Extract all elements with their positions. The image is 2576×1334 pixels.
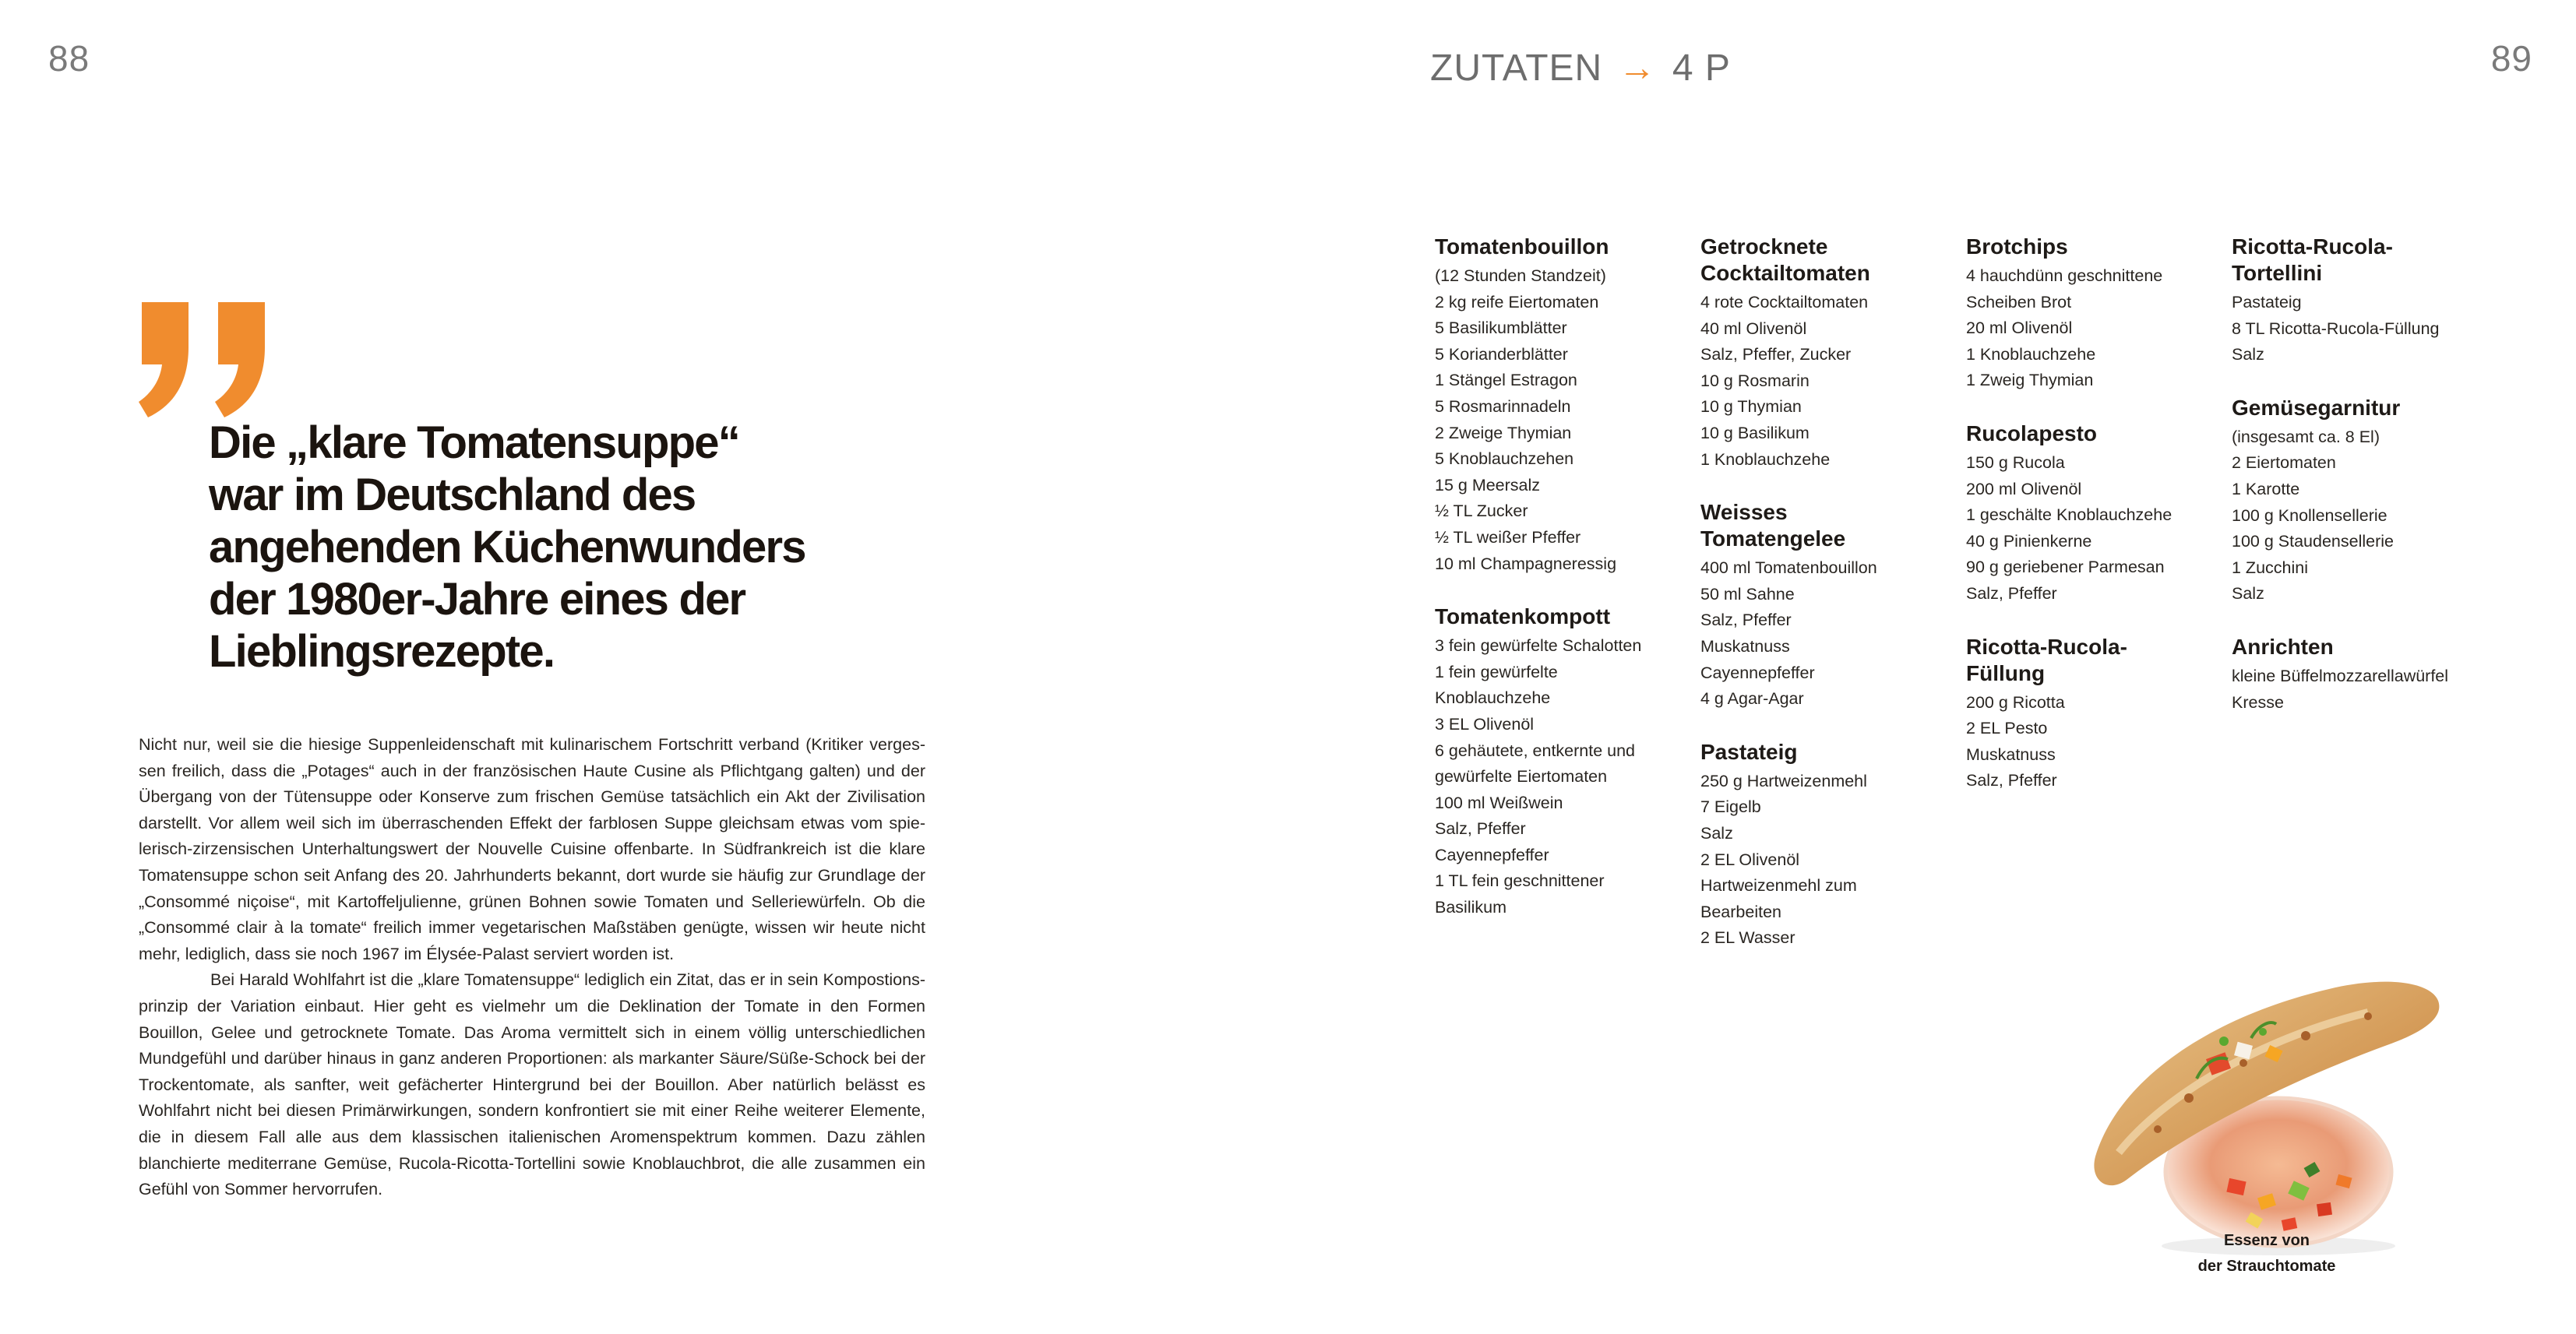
ingredient-item: 15 g Meersalz xyxy=(1435,475,1541,495)
ingredient-section xyxy=(1966,421,2223,607)
ingredient-item: 2 Eiertomaten xyxy=(2232,453,2336,473)
ingredient-item: 50 ml Sahne xyxy=(1700,584,1795,604)
body-paragraph-1: Nicht nur, weil sie die hiesige Suppenleidenschaft mit kulinarischem Fortschritt verband (Kritiker vergessen freilich, dass die „Potages“ auch in der französischen Haute Cusine als Pflichtgang galten) und der Übergang von der Tütensuppe oder Konserve zum frischen Gemüse tatsächlich ein Akt der Zivilisation darstellt. Vor allem weil sich im überraschenden Effekt der farblosen Suppe gleichsam etwas vom spielerisch-zirzensischen Unterhaltungswert der Nouvelle Cuisine offenbarte. In Südfrankreich ist die klare Tomatensuppe schon seit Anfang des 20. Jahrhunderts bekannt, dort wurde sie häufig zur Grundlage der „Consommé niçoise“, mit Kartoffeljulienne, grünen Bohnen sowie Tomaten und Selleriewürfeln. Ob die „Consommé clair à la tomate“ freilich immer vegetarischen Maßstäben genügte, wissen wir heute nicht mehr, lediglich, dass sie noch 1967 im Élysée-Palast serviert worden ist. xyxy=(139,735,925,963)
ingredient-item: Muskatnuss xyxy=(1966,744,2056,764)
ingredient-item: 5 Knoblauchzehen xyxy=(1435,449,1574,469)
photo-caption xyxy=(2150,1228,2384,1279)
ingredient-item: 10 g Basilikum xyxy=(1700,423,1810,442)
page-number-right: 89 xyxy=(2490,38,2532,79)
ingredient-item: Salz, Pfeffer xyxy=(1700,611,1792,630)
ingredient-list xyxy=(1435,263,1692,577)
section-title: Brotchips xyxy=(1966,234,2068,259)
ingredient-item: 5 Basilikumblätter xyxy=(1435,319,1567,338)
ingredient-list xyxy=(1966,263,2223,394)
pull-quote xyxy=(209,417,910,678)
pull-quote-line: war im Deutschland des xyxy=(209,470,696,520)
ingredient-item: 4 rote Cocktailtomaten xyxy=(1700,293,1869,312)
ingredient-item: 400 ml Tomatenbouillon xyxy=(1700,558,1877,578)
ingredient-item: 2 EL Pesto xyxy=(1966,719,2048,738)
portions-label: 4 P xyxy=(1672,48,1731,89)
ingredient-item: 4 hauchdünn geschnittene xyxy=(1966,266,2163,285)
ingredient-item: 150 g Rucola xyxy=(1966,452,2065,472)
ingredient-item: 2 EL Wasser xyxy=(1700,928,1795,948)
ingredient-item: 8 TL Ricotta-Rucola-Füllung xyxy=(2232,319,2440,338)
ingredient-list xyxy=(2232,663,2489,716)
ingredient-item: Cayennepfeffer xyxy=(1700,663,1815,682)
ingredient-item: 1 Zweig Thymian xyxy=(1966,371,2094,390)
body-paragraph-2: Bei Harald Wohlfahrt ist die „klare Tomatensuppe“ lediglich ein Zitat, das er in sein Kompostionsprinzip der Variation einbaut. Hier geht es vielmehr um die Deklination der Tomate in den Formen Bouillon, Gelee und getrocknete Tomate. Das Aroma vermittelt sich in einem völlig unterschiedlichen Mundgefühl und darüber hinaus in ganz anderen Proportionen: als markanter Säure/Süße-Schock bei der Trockentomate, als sanfter, weit gefächerter Hintergrund bei der Bouillon. Aber natürlich belässt es Wohlfahrt nicht bei diesen Primärwirkungen, sondern konfrontiert sie mit einer Reihe weiterer Elemente, die in diesem Fall alle aus dem klassischen italienischen Aromenspektrum kommen. Dazu zählen blanchierte mediterrane Gemüse, Rucola-Ricotta-Tortellini sowie Knoblauchbrot, die alle zusammen ein Gefühl von Sommer hervorrufen. xyxy=(139,970,925,1199)
ingredient-item: 200 g Ricotta xyxy=(1966,692,2065,712)
ingredients-column-2 xyxy=(1700,234,1958,978)
ingredients-label: ZUTATEN xyxy=(1430,48,1603,89)
ingredient-item: 20 ml Olivenöl xyxy=(1966,319,2073,338)
ingredient-item: 10 g Rosmarin xyxy=(1700,371,1810,390)
ingredient-item: 100 g Knollensellerie xyxy=(2232,505,2387,525)
pull-quote-line: Die „klare Tomatensuppe“ xyxy=(209,417,739,468)
section-title: Pastateig xyxy=(1700,739,1798,764)
ingredients-column-4 xyxy=(2232,234,2489,742)
ingredient-item: 40 g Pinienkerne xyxy=(1966,531,2092,551)
ingredient-item: Basilikum xyxy=(1435,898,1506,917)
ingredient-item: Muskatnuss xyxy=(1700,636,1790,656)
ingredient-item: 1 TL fein geschnittener xyxy=(1435,871,1605,891)
section-title: Ricotta-Rucola-Füllung xyxy=(1966,634,2127,685)
ingredient-list xyxy=(1966,690,2223,794)
article-body xyxy=(139,732,925,1203)
section-title: Gemüsegarnitur xyxy=(2232,395,2401,420)
quotation-mark-icon xyxy=(134,302,274,417)
section-title: Anrichten xyxy=(2232,634,2334,659)
ingredient-list xyxy=(2232,424,2489,607)
ingredient-item: Bearbeiten xyxy=(1700,902,1781,921)
ingredient-item: 1 Karotte xyxy=(2232,479,2300,498)
ingredient-item: Salz, Pfeffer xyxy=(1966,771,2057,790)
ingredient-section xyxy=(1435,234,1692,577)
ingredient-item: 3 fein gewürfelte Schalotten xyxy=(1435,636,1642,656)
ingredient-item: 2 Zweige Thymian xyxy=(1435,423,1572,442)
ingredient-item: Cayennepfeffer xyxy=(1435,845,1549,864)
ingredient-item: (insgesamt ca. 8 El) xyxy=(2232,427,2380,446)
ingredient-section xyxy=(1966,634,2223,794)
ingredients-column-3 xyxy=(1966,234,2223,821)
section-title: Rucolapesto xyxy=(1966,421,2098,445)
page-number-left: 88 xyxy=(48,38,90,79)
ingredient-list xyxy=(1966,450,2223,607)
ingredient-section xyxy=(2232,634,2489,716)
ingredient-item: ½ TL Zucker xyxy=(1435,502,1528,521)
ingredient-list xyxy=(1700,290,1958,473)
ingredient-item: Knoblauchzehe xyxy=(1435,688,1551,708)
ingredient-item: 4 g Agar-Agar xyxy=(1700,689,1804,709)
ingredient-item: kleine Büffelmozzarellawürfel xyxy=(2232,666,2449,685)
ingredient-item: 1 geschälte Knoblauchzehe xyxy=(1966,505,2173,525)
ingredient-section xyxy=(2232,234,2489,368)
ingredient-list xyxy=(1700,769,1958,952)
section-title: Weisses Tomatengelee xyxy=(1700,500,1846,551)
ingredient-item: ½ TL weißer Pfeffer xyxy=(1435,527,1581,547)
pull-quote-line: der 1980er-Jahre eines der xyxy=(209,574,745,625)
ingredient-item: (12 Stunden Standzeit) xyxy=(1435,266,1606,285)
ingredient-item: Scheiben Brot xyxy=(1966,292,2072,312)
ingredient-item: 5 Rosmarinnadeln xyxy=(1435,396,1571,416)
section-title: Getrocknete Cocktailtomaten xyxy=(1700,234,1870,285)
ingredient-item: 200 ml Olivenöl xyxy=(1966,479,2082,498)
section-title: Ricotta-Rucola-Tortellini xyxy=(2232,234,2393,285)
ingredient-item: Salz, Pfeffer, Zucker xyxy=(1700,345,1852,364)
pull-quote-line: Lieblingsrezepte. xyxy=(209,626,555,677)
ingredients-header xyxy=(1430,47,1731,90)
ingredient-item: 2 EL Olivenöl xyxy=(1700,850,1800,869)
ingredient-item: Kresse xyxy=(2232,692,2284,712)
dish-photo xyxy=(2072,946,2461,1258)
ingredient-section xyxy=(1700,499,1958,713)
ingredient-section xyxy=(1966,234,2223,394)
section-title: Tomatenbouillon xyxy=(1435,234,1609,259)
caption-line-2: der Strauchtomate xyxy=(2197,1258,2336,1275)
ingredient-list xyxy=(1700,555,1958,713)
ingredient-item: 7 Eigelb xyxy=(1700,797,1761,817)
ingredient-item: 1 fein gewürfelte xyxy=(1435,662,1558,681)
ingredient-section xyxy=(1700,739,1958,952)
ingredient-item: 1 Stängel Estragon xyxy=(1435,371,1577,390)
ingredient-item: Pastateig xyxy=(2232,293,2302,312)
ingredient-item: 1 Knoblauchzehe xyxy=(1966,344,2096,364)
ingredient-item: Salz, Pfeffer xyxy=(1966,583,2057,603)
ingredient-item: 1 Zucchini xyxy=(2232,558,2308,577)
ingredient-item: Hartweizenmehl zum xyxy=(1700,876,1857,896)
arrow-right-icon: → xyxy=(1618,48,1657,89)
ingredient-item: gewürfelte Eiertomaten xyxy=(1435,767,1608,787)
caption-line-1: Essenz von xyxy=(2223,1232,2310,1249)
ingredient-section xyxy=(2232,395,2489,607)
ingredient-item: 100 ml Weißwein xyxy=(1435,793,1563,812)
ingredient-item: 10 g Thymian xyxy=(1700,397,1802,417)
ingredient-item: 6 gehäutete, entkernte und xyxy=(1435,741,1636,760)
ingredient-item: 3 EL Olivenöl xyxy=(1435,714,1535,734)
ingredient-item: 40 ml Olivenöl xyxy=(1700,319,1807,338)
ingredient-item: 2 kg reife Eiertomaten xyxy=(1435,292,1599,312)
ingredient-item: 10 ml Champagneressig xyxy=(1435,554,1617,573)
ingredient-item: Salz, Pfeffer xyxy=(1435,819,1526,839)
ingredient-item: 100 g Staudensellerie xyxy=(2232,532,2394,551)
ingredient-item: 1 Knoblauchzehe xyxy=(1700,449,1831,469)
ingredient-item: Salz xyxy=(2232,584,2264,604)
section-title: Tomatenkompott xyxy=(1435,604,1611,629)
ingredient-list xyxy=(1435,633,1692,921)
ingredient-item: 90 g geriebener Parmesan xyxy=(1966,558,2165,577)
ingredient-list xyxy=(2232,290,2489,368)
ingredient-item: 5 Korianderblätter xyxy=(1435,344,1568,364)
ingredient-item: Salz xyxy=(1700,823,1733,843)
pull-quote-line: angehenden Küchenwunders xyxy=(209,522,805,572)
ingredients-column-1 xyxy=(1435,234,1692,948)
ingredient-item: Salz xyxy=(2232,345,2264,364)
ingredient-section xyxy=(1435,604,1692,921)
ingredient-section xyxy=(1700,234,1958,473)
ingredient-item: 250 g Hartweizenmehl xyxy=(1700,771,1867,790)
